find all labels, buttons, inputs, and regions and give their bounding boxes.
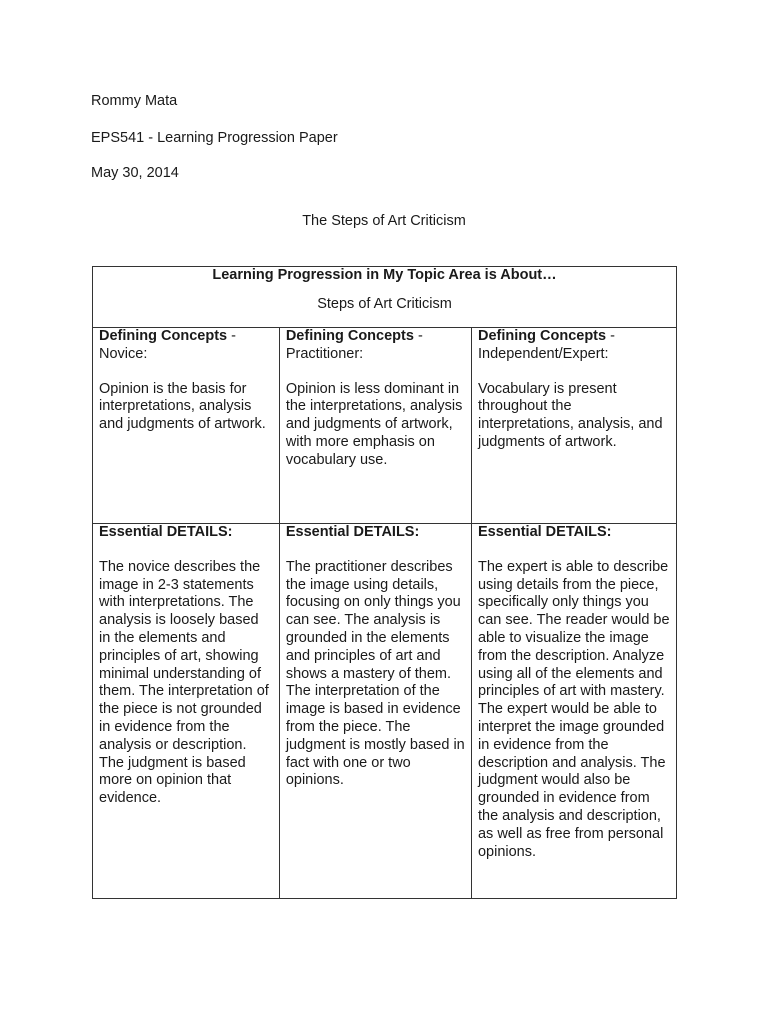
essential-details-row (93, 524, 677, 899)
concept-cell-expert (471, 328, 676, 524)
table-header-row (93, 267, 677, 328)
course-title: EPS541 - Learning Progression Paper (91, 130, 338, 146)
table-header-cell (93, 267, 677, 328)
details-label: Essential DETAILS: (477, 524, 612, 540)
details-cell-expert (471, 524, 676, 899)
details-cell-novice (93, 524, 280, 899)
learning-progression-table (92, 266, 677, 899)
concept-level: Independent/Expert: (477, 345, 609, 362)
concept-level: Novice: (99, 345, 148, 362)
details-label: Essential DETAILS: (285, 524, 420, 540)
concept-label: Defining Concepts (477, 328, 607, 344)
concept-cell-practitioner (279, 328, 471, 524)
details-body: The novice describes the image in 2-3 statements with interpretations. The analysis is loosely based in the elements and principles of art, showing minimal understanding of them. The interpretation of the piece is not grounded in evidence from the analysis or description. The judgment is based more on opinion that evidence. (99, 558, 269, 807)
concept-cell-novice (93, 328, 280, 524)
concept-separator: - (227, 328, 236, 344)
table-subheading: Steps of Art Criticism (317, 295, 452, 312)
defining-concepts-row (93, 328, 677, 524)
concept-separator: - (413, 328, 423, 344)
concept-label: Defining Concepts (99, 328, 228, 344)
concept-body: Opinion is less dominant in the interpretations, analysis and judgments of artwork, with more emphasis on vocabulary use. (285, 380, 463, 468)
concept-body: Vocabulary is present throughout the interpretations, analysis, and judgments of artwork. (477, 380, 663, 450)
details-body: The practitioner describes the image using details, focusing on only things you can see. The analysis is grounded in the elements and principles of art and shows a mastery of them. The interpretation of the image is based in evidence from the piece. The judgment is mostly based in fact with one or two opinions. (285, 558, 465, 789)
document-title: The Steps of Art Criticism (302, 213, 466, 229)
details-label: Essential DETAILS: (99, 524, 233, 540)
concept-body: Opinion is the basis for interpretations, analysis and judgments of artwork. (99, 380, 266, 433)
concept-label: Defining Concepts (285, 328, 414, 344)
table-heading: Learning Progression in My Topic Area is About… (212, 267, 557, 283)
details-cell-practitioner (279, 524, 471, 899)
document-date: May 30, 2014 (91, 165, 179, 181)
author-name: Rommy Mata (91, 93, 178, 109)
details-body: The expert is able to describe using details from the piece, specifically only things you can see. The reader would be able to visualize the image from the description. Analyze using all of the elements and principles of art with mastery. The expert would be able to interpret the image grounded in evidence from the description and analysis. The judgment would also be grounded in evidence from the analysis and description, as well as free from personal opinions. (477, 558, 670, 860)
concept-level: Practitioner: (285, 345, 364, 362)
concept-separator: - (606, 328, 615, 344)
